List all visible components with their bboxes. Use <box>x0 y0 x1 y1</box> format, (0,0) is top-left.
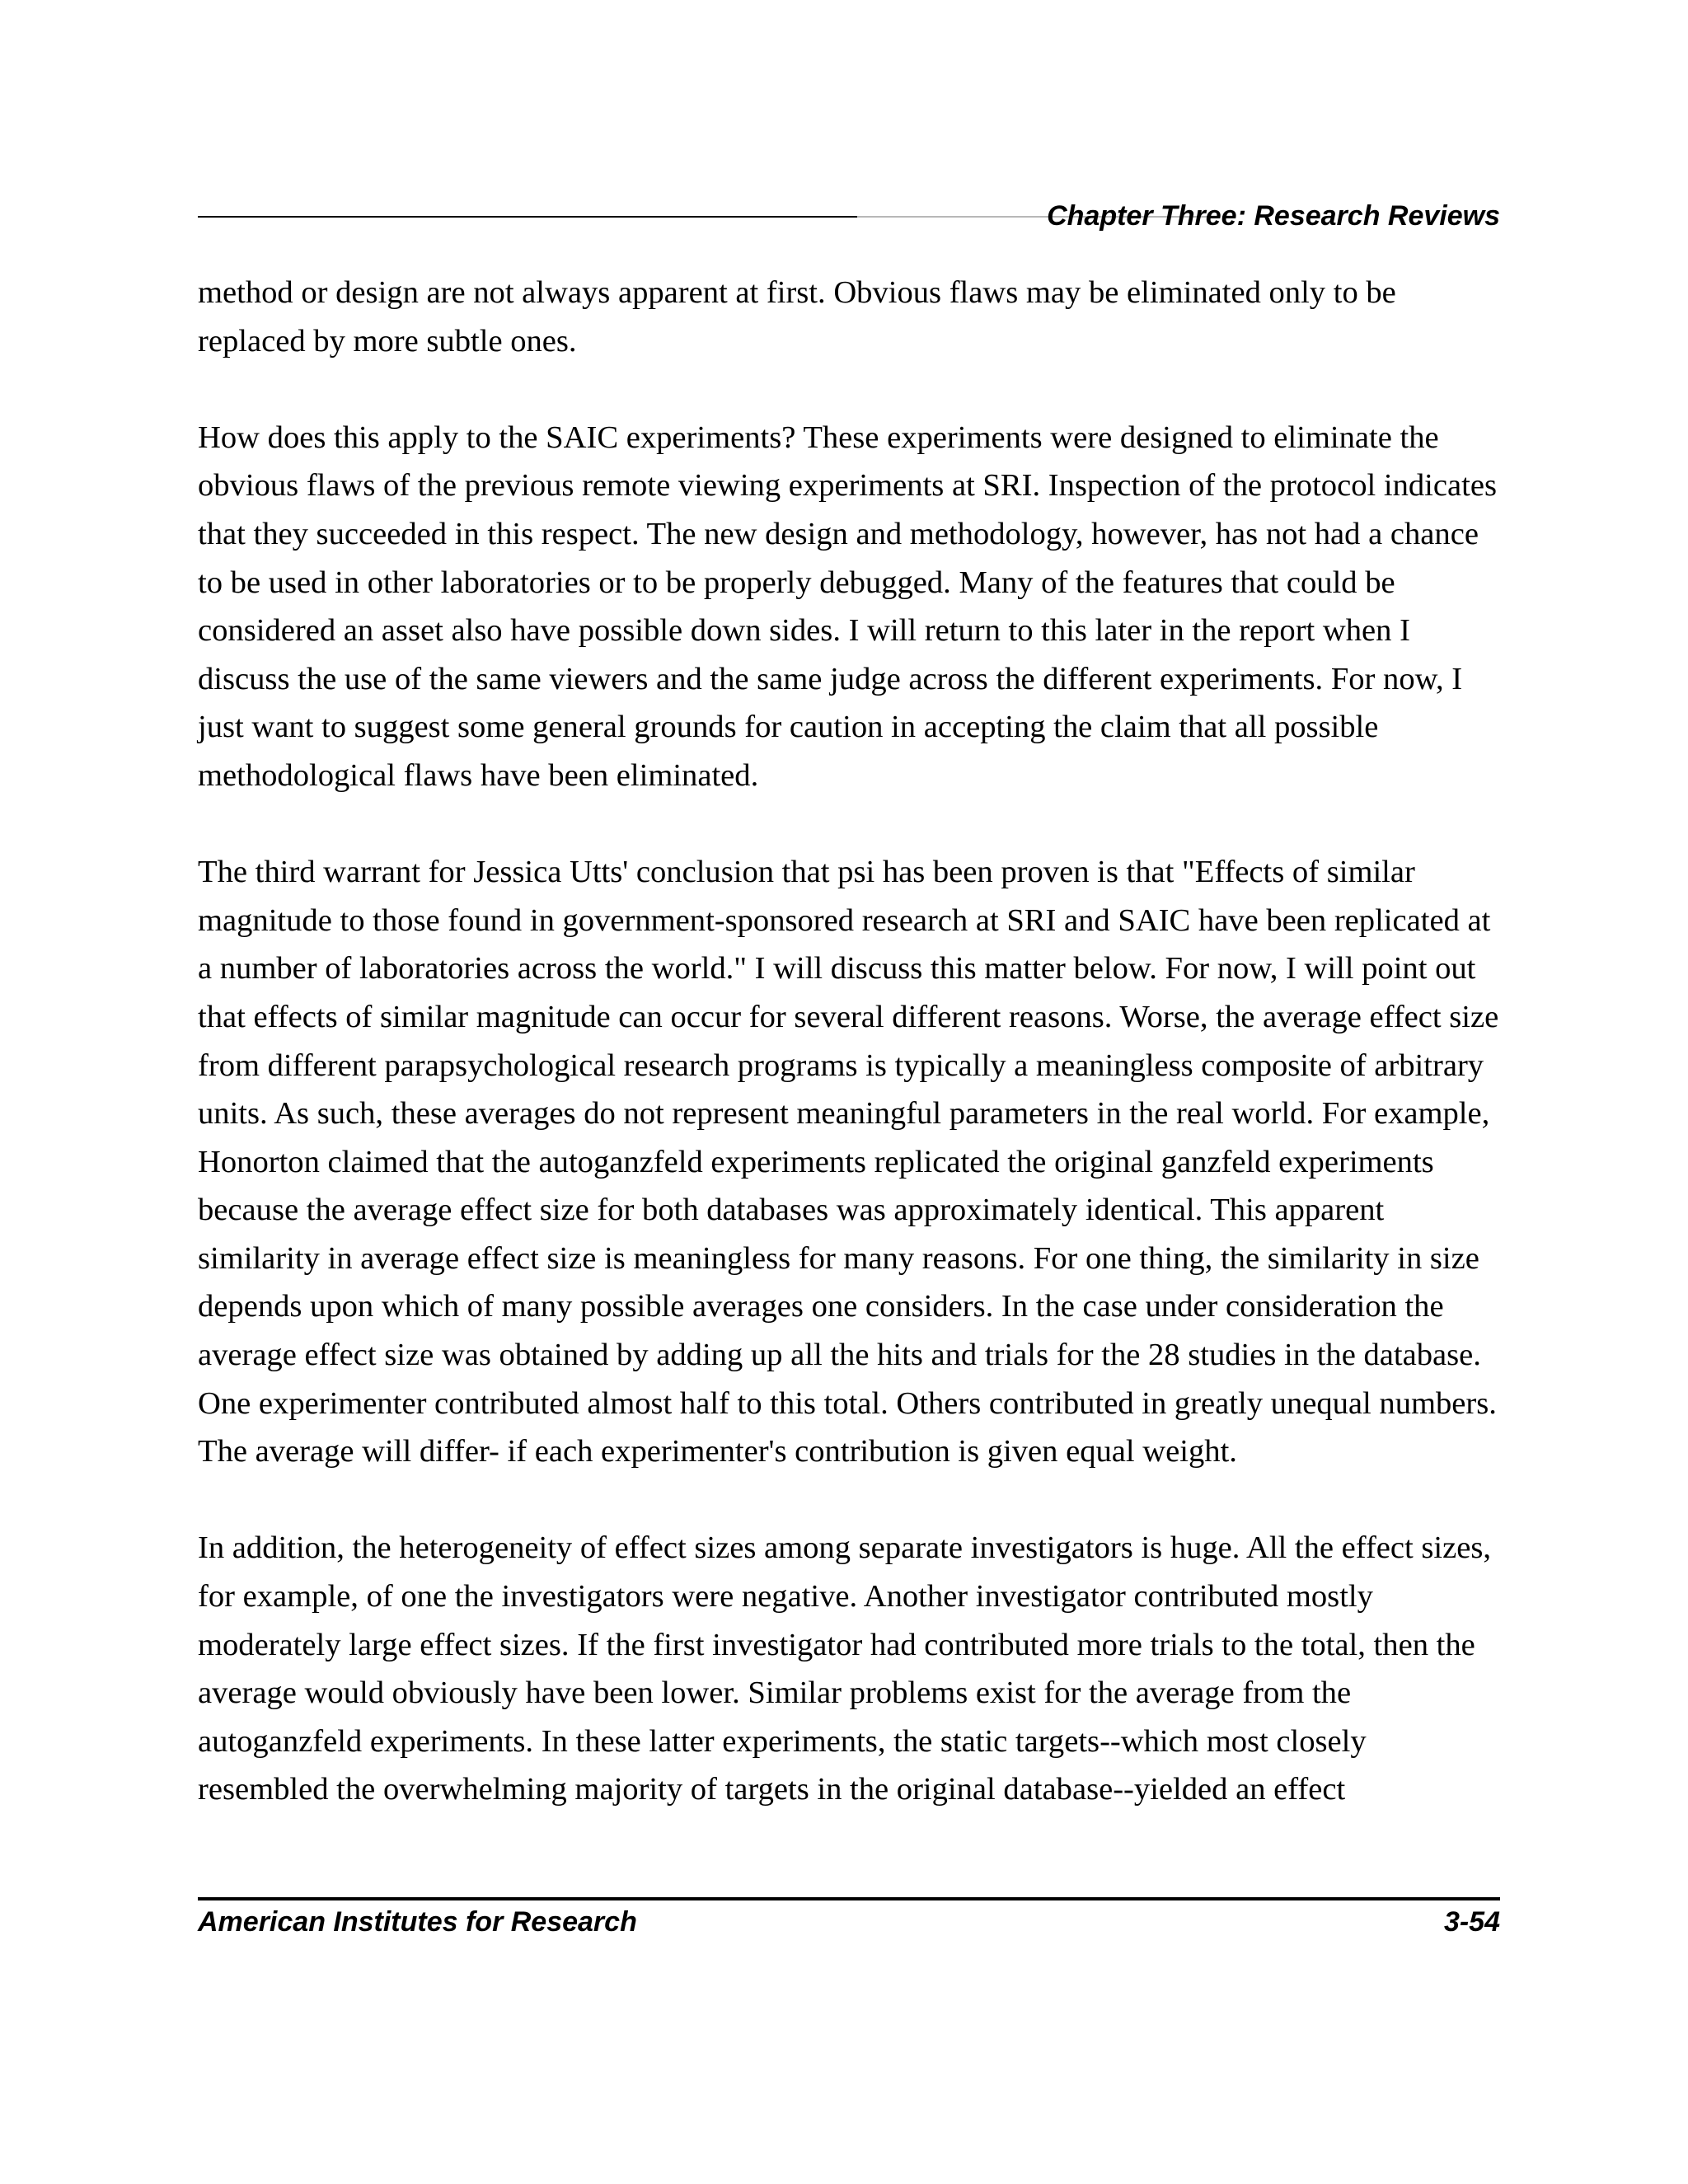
paragraph-4: In addition, the heterogeneity of effect sizes among separate investigators is huge. All the effect sizes, for example, of one the investigators were negative. Another investigator contributed mostly moderately large effect sizes. If the first investigator had contributed more trials to the total, then the average would obviously have been lower. Similar problems exist for the average from the autoganzfeld experiments. In these latter experiments, the static targets--which most closely resembled the overwhelming majority of targets in the original database--yielded an effect <box>198 1530 1492 1807</box>
paragraph-1: method or design are not always apparent at first. Obvious flaws may be eliminated only to be replaced by more subtle ones. <box>198 275 1396 359</box>
body-text <box>198 269 1500 1814</box>
footer-organization: American Institutes for Research <box>198 1906 637 1938</box>
page-footer <box>198 1904 1500 1945</box>
running-head: Chapter Three: Research Reviews <box>1047 200 1500 232</box>
page-header <box>198 196 1500 237</box>
paragraph-3: The third warrant for Jessica Utts' conclusion that psi has been proven is that "Effects of similar magnitude to those found in government-sponsored research at SRI and SAIC have been replicated at a number of laboratories across the world." I will discuss this matter below. For now, I will point out that effects of similar magnitude can occur for several different reasons. Worse, the average effect size from different parapsychological research programs is typically a meaningless composite of arbitrary units. As such, these averages do not represent meaningful parameters in the real world. For example, Honorton claimed that the autoganzfeld experiments replicated the original ganzfeld experiments because the average effect size for both databases was approximately identical. This apparent similarity in average effect size is meaningless for many reasons. For one thing, the similarity in size depends upon which of many possible averages one considers. In the case under consideration the average effect size was obtained by adding up all the hits and trials for the 28 studies in the database. One experimenter contributed almost half to this total. Others contributed in greatly unequal numbers. The average will differ- if each experimenter's contribution is given equal weight. <box>198 855 1499 1469</box>
paragraph-2: How does this apply to the SAIC experiments? These experiments were designed to eliminate the obvious flaws of the previous remote viewing experiments at SRI. Inspection of the protocol indicates that they succeeded in this respect. The new design and methodology, however, has not had a chance to be used in other laboratories or to be properly debugged. Many of the features that could be considered an asset also have possible down sides. I will return to this later in the report when I discuss the use of the same viewers and the same judge across the different experiments. For now, I just want to suggest some general grounds for caution in accepting the claim that all possible methodological flaws have been eliminated. <box>198 419 1497 793</box>
footer-rule <box>198 1897 1500 1900</box>
page-number: 3-54 <box>1443 1906 1500 1938</box>
